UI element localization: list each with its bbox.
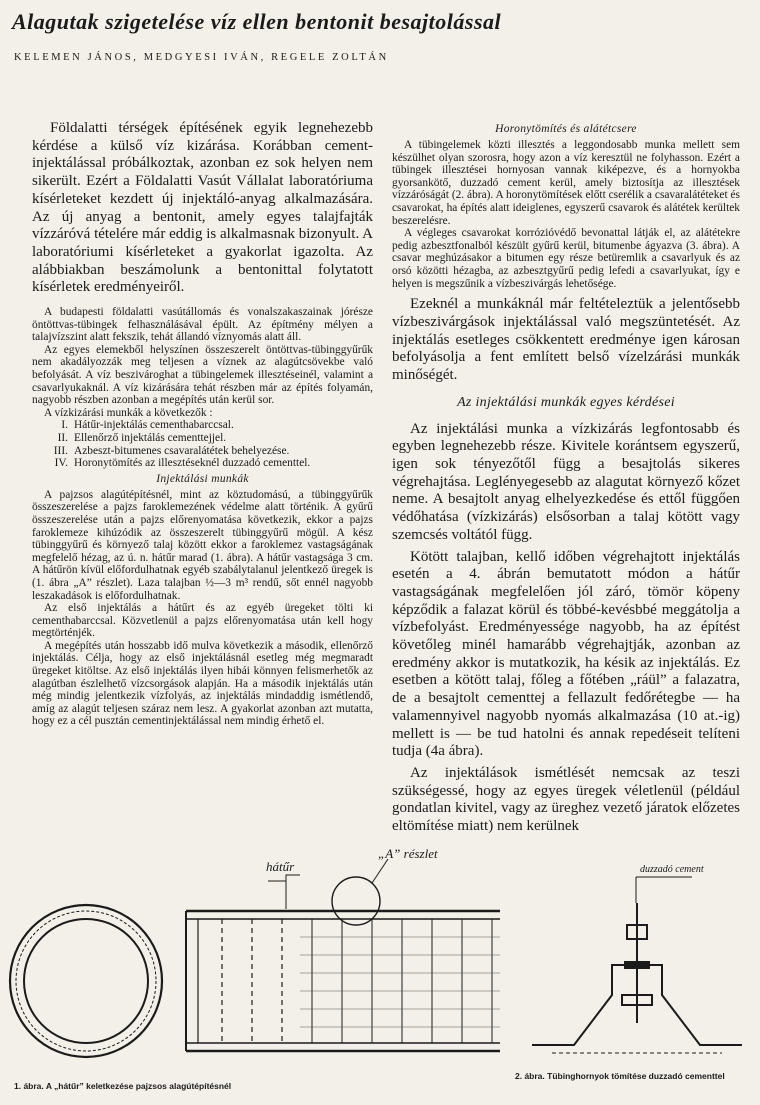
article-title: Alagutak szigetelése víz ellen bentonit besajtolással [12, 9, 502, 34]
list-item: III. Azbeszt-bitumenes csavaralátétek behelyezése. [53, 444, 290, 457]
figure-1-drawing [0, 845, 505, 1080]
body-paragraph: Kötött talajban, kellő időben végrehajtott injektálás esetén a 4. ábrán bemutatott módon a hátűr vastagságának megfelelően jól záró, tömör köpeny képződik a falazat körül és többé-kevésbbé meggátolja a vízbefolyást. Eredményessége nagyobb, ha az építést követőleg minél hamarább végrehajtják, azonban az eredmény akkor is mutatkozik, ha késik az injektálás. Ez esetben a kötött talaj, főleg a főtében „ráül” a falazatra, de a besajtolt cementtej a fellazult fedőrétegbe — ha valamennyivel nagyobb nyomás alkalmazása (10 at.-ig) mellett is — be tud hatolni és annak repedéseit telíteni tudja (4a ábra). [392, 548, 740, 760]
list-item: I. Hátűr-injektálás cementhabarccsal. [61, 419, 234, 432]
detail-a-circle [332, 877, 380, 925]
intro-paragraph: Földalatti térségek építésének egyik legnehezebb kérdése a külső víz kizárása. Korábban cement-injektálással próbálkoztak, azonban ez sok helyen nem sikerült. Ezért a Földalatti Vasút Vállalat laboratóriuma kísérleteket kezdett új injektáló-anyag alkalmazására. Az új anyag a bentonit, amely egyes talajfajták vízzáróvá tételére már eddig is alkalmasnak bizonyult. A laboratóriumi kísérleteket a gyakorlat igazolta. Az alábbiakban beszámolunk a bentonittal folytatott kísérletek eredményeiről. [32, 120, 373, 296]
tunnel-ring-hatur [16, 911, 156, 1051]
list-item: IV. Horonytömítés az illesztéseknél duzzadó cementtel. [54, 457, 311, 470]
list-item: II. Ellenőrző injektálás cementtejjel. [57, 431, 227, 444]
section-heading: Injektálási munkák [156, 472, 249, 485]
figure-2-caption: 2. ábra. Tübinghornyok tömítése duzzadó cementtel [515, 1071, 725, 1081]
figure-2-drawing [512, 845, 760, 1065]
works-list [46, 419, 373, 469]
body-paragraph: A vízkizárási munkák a következők : [44, 406, 213, 419]
body-paragraph: Ezeknél a munkáknál már feltételeztük a jelentősebb vízbeszivárgások injektálással való megszüntetését. Az injektálás esetleges csökkentett eredménye igen károsan befolyásolja a fent említett belső vízelzárási munkák minőségét. [392, 296, 740, 383]
section-heading: Horonytömítés és alátétcsere [495, 123, 637, 135]
figure-1-caption: 1. ábra. A „hátűr” keletkezése pajzsos alagútépítésnél [14, 1081, 232, 1091]
body-paragraph: Az injektálások ismétlését nemcsak az teszi szükségessé, hogy az egyes üregek véletlenül (például gondatlan kivitel, vagy az üreghez vezető járatok előzetes eltömítése miatt) nem kerülnek [392, 765, 740, 835]
right-column [392, 120, 740, 836]
body-paragraph: A tübingelemek közti illesztés a leggondosabb munka mellett sem készülhet olyan szorosra, hogy azon a víz keresztül ne folyhasson. Ezért a tübingek illesztései hornyosan vannak kiképezve, és a hornyokba gyorsankötő, duzzadó cement kerül, amely biztosítja az illesztések vízzáróságát (2. ábra). A horonytömítések előtt cserélik a csavaralátéteket és csavarokat, ha építés alatt ideiglenes, egyszerű csavarok és alátétek kerültek beszerelésre. [392, 139, 740, 227]
tunnel-ring-outer [10, 905, 162, 1057]
body-paragraph: A budapesti földalatti vasútállomás és vonalszakaszainak jórésze öntöttvas-tübingek felhasználásával épült. Az építmény mélyen a talajvízszint alatt fekszik, tehát állandó víznyomás alatt áll. [32, 306, 373, 344]
body-paragraph: A megépítés után hosszabb idő mulva következik a második, ellenőrző injektálás. Célja, hogy az első injektálásnál esetleg még megmaradt üregeket kitöltse. Az első injektálás ilyen hibái könnyen felismerhetők az alagútban észlelhető vízcsorgások alapján. Ha a második injektálás után még mindig jelentkezik vízfolyás, az injektálás mindaddig ismétlendő, amíg az alagút teljesen száraz nem lesz. A gyakorlat azonban azt mutatta, hogy ez a cél pusztán cementinjektálással nem mindig érhető el. [32, 639, 373, 728]
swelling-cement-label: duzzadó cement [640, 864, 704, 875]
left-column [32, 120, 373, 728]
body-paragraph: A végleges csavarokat korrózióvédő bevonattal látják el, az alátétekre pedig azbesztfonalból készült gyűrű kerül, bitumenbe ágyazva (3. ábra). A csavar meghúzásakor a bitumen egy része betüremlik a csavarlyuk és az orsó közötti hézagba, az azbesztgyűrű pedig lefedi a csavarlyukat, így e helyen is megszűnik a vízbeszivárgás lehetősége. [392, 227, 740, 290]
body-paragraph: Az egyes elemekből helyszínen összeszerelt öntöttvas-tübinggyűrűk nem akadályozzák meg teljesen a víznek az alagútcsövekbe való befolyását. A víz beszivároghat a tübingelemek illesztéseinél, valamint a csavarlyukaknál. A víz kizárására tehát részben már az építés folyamán, nagyobb részben azonban a megépítés után kerül sor. [32, 343, 373, 407]
body-paragraph: Az injektálási munka a vízkizárás legfontosabb és egyben legnehezebb része. Kivitele korántsem egyszerű, igen sok tényezőtől függ a besajtolás sikeres végrehajtása. Leglényegesebb az alagutat környező kőzet neme. A besajtolt anyag elhelyezkedése és ettől függően védőhatása (vízkizárás) elsősorban a talaj kötött vagy szemcsés voltától függ. [392, 420, 740, 543]
tunnel-ring-inner [24, 919, 148, 1043]
hatur-label: hátűr [266, 859, 295, 874]
body-paragraph: Az első injektálás a hátűrt és az egyéb üregeket tölti ki cementhabarccsal. Közvetlenül a pajzs előrenyomatása után kell hogy megtörténjék. [32, 602, 373, 640]
article-authors: KELEMEN JÁNOS, MEDGYESI IVÁN, REGELE ZOLTÁN [14, 52, 389, 63]
section-heading: Az injektálási munkák egyes kérdései [457, 394, 675, 410]
body-paragraph: A pajzsos alagútépítésnél, mint az köztudomású, a tübinggyűrűk összeszerelése a pajzs faroklemezének védelme alatt történik. A gyűrű összeszerelése után a pajzs előrenyomatása következik, ekkor a pajzs faroklemeze kihúzódik az összeszerelt tübinggyűrű mögül. A kész tübinggyűrű és környező talaj között ekkor a faroklemez vastagságának megfelelő hézag, az ú. n. hátűr marad (1. ábra). A hátűr vastagsága 3 cm. A hátűrön kívül előfordulhatnak egyéb szabálytalanul jelentkező üregek is (1. ábra „A” részlet). Laza talajban ½—3 m³ rendű, sőt ennél nagyobb leszakadások is előfordulhatnak. [32, 488, 373, 602]
detail-a-label: „A” részlet [378, 846, 438, 861]
swelling-cement-fill [624, 961, 650, 969]
